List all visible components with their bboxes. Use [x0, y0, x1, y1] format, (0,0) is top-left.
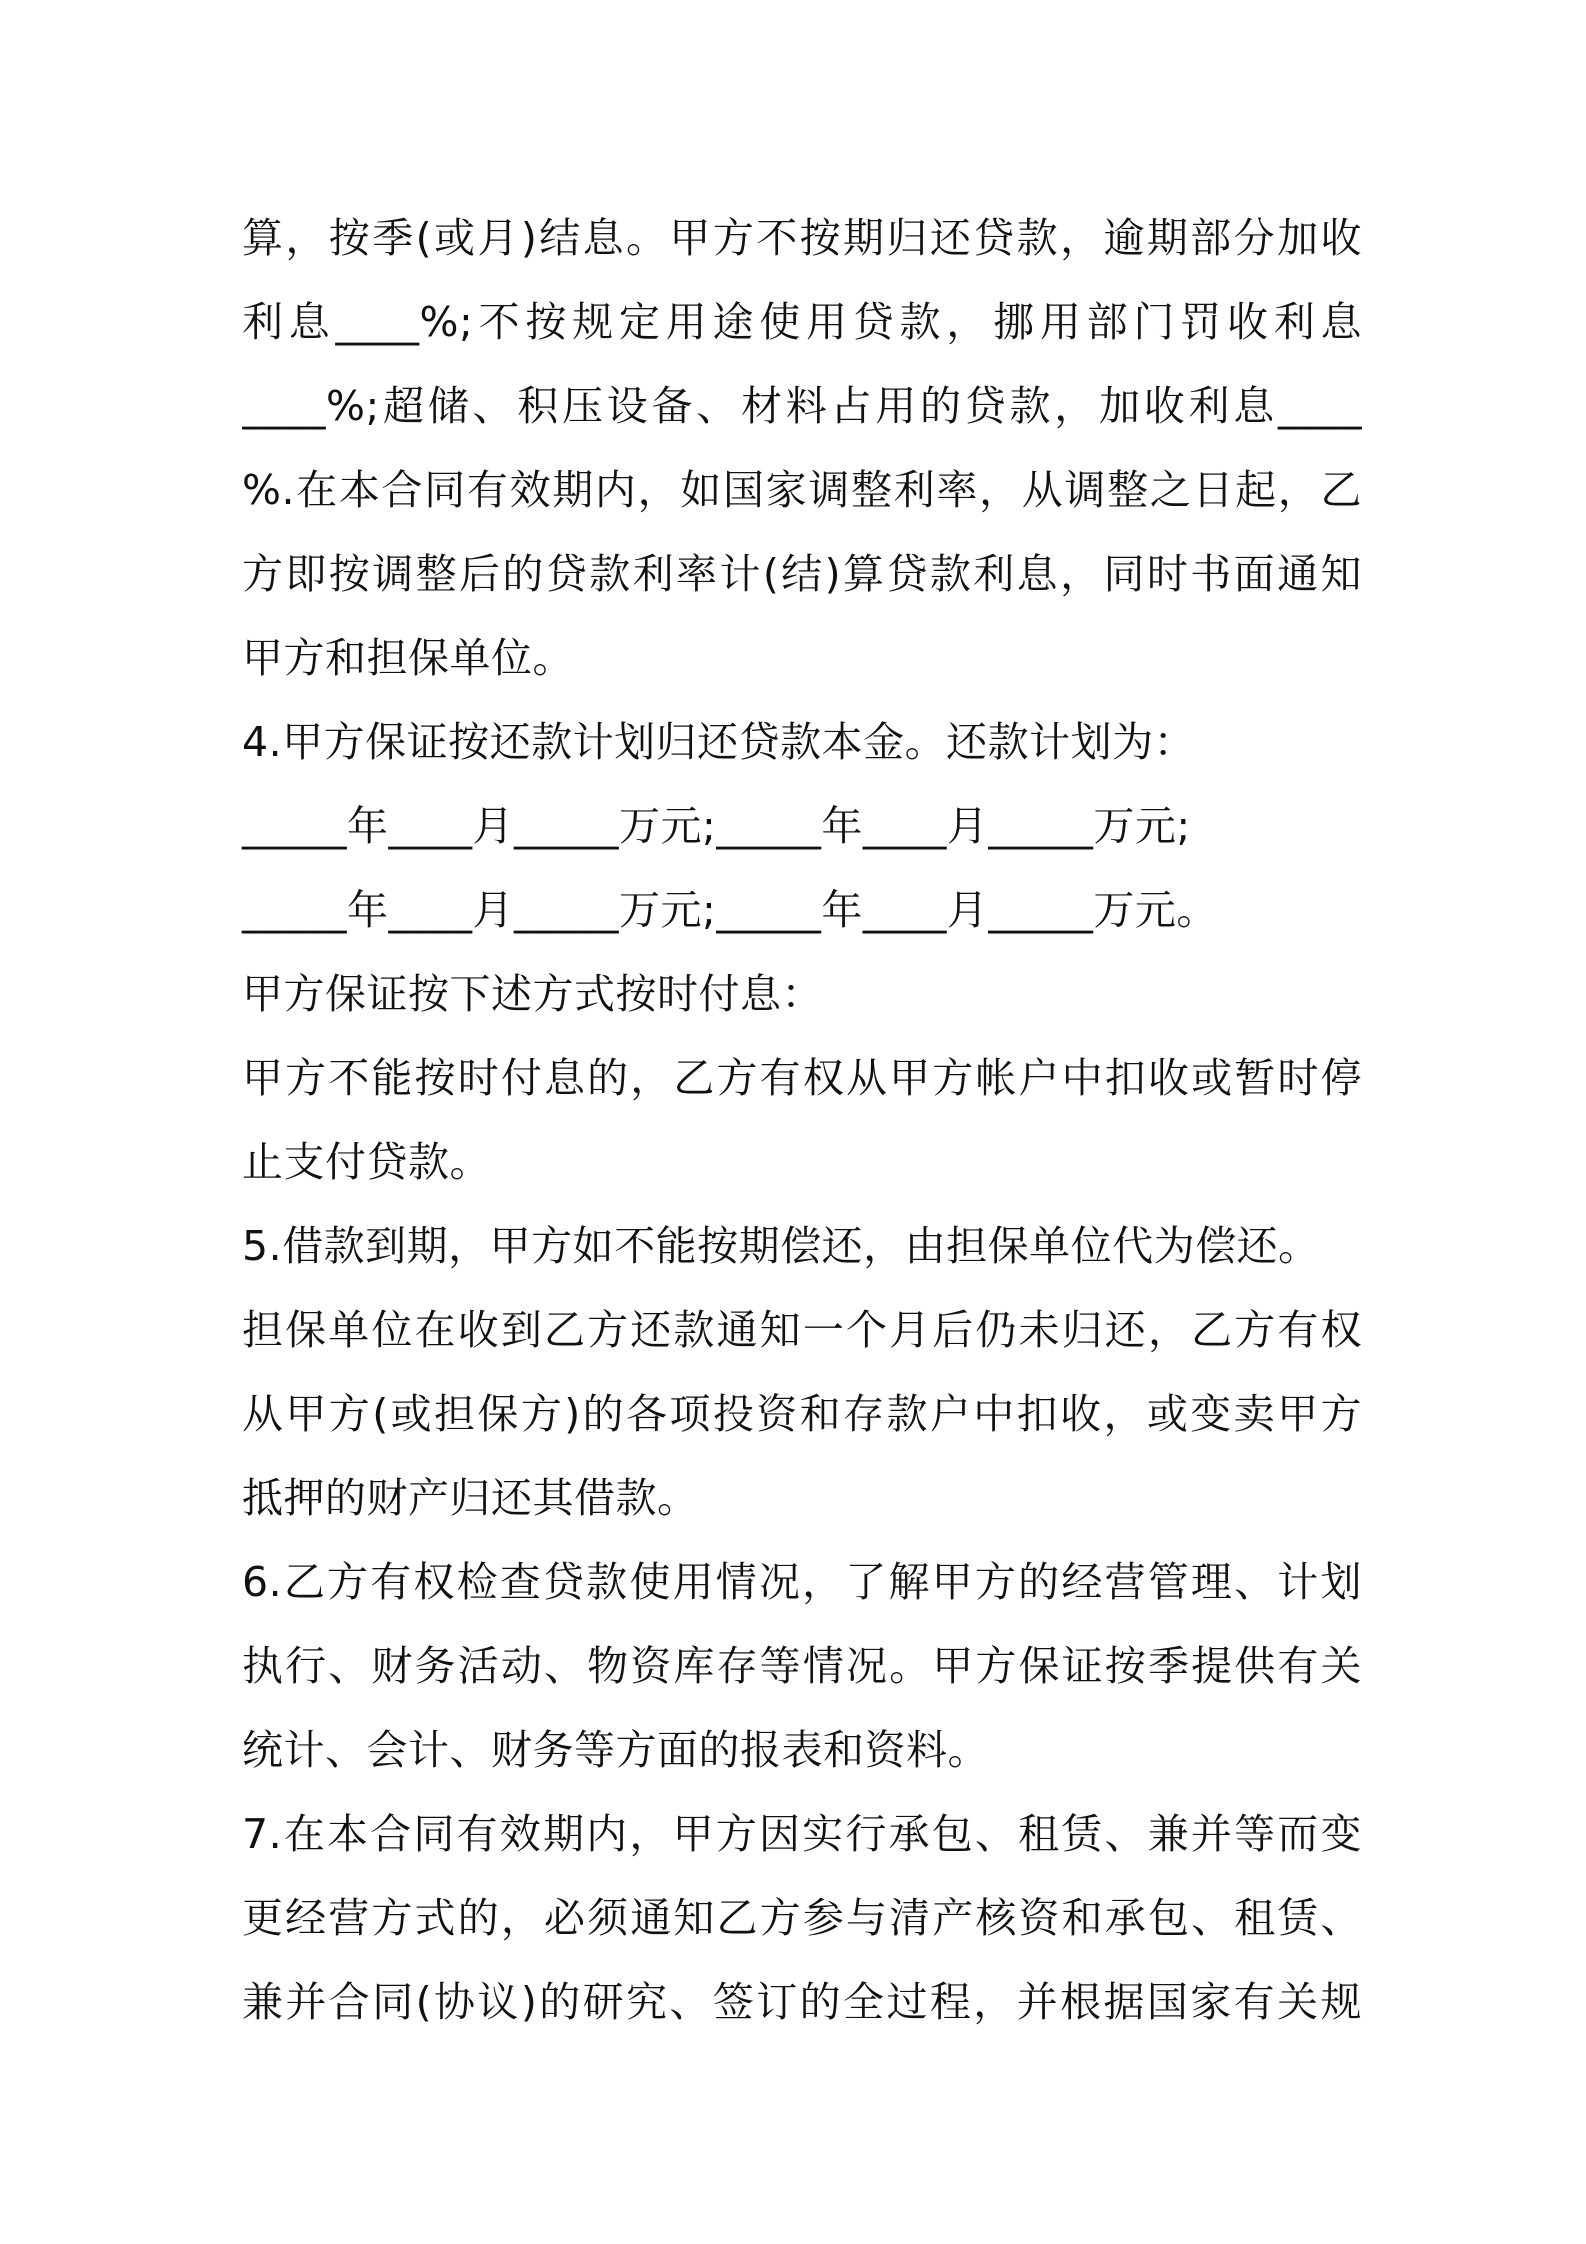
text-line: 算，按季(或月)结息。甲方不按期归还贷款，逾期部分加收 [242, 214, 1362, 262]
text-line: 从甲方(或担保方)的各项投资和存款户中扣收，或变卖甲方 [242, 1390, 1362, 1438]
text-line: 7.在本合同有效期内，甲方因实行承包、租赁、兼并等而变 [242, 1810, 1362, 1858]
text-line: _____年____月_____万元;_____年____月_____万元。 [242, 886, 1218, 934]
text-line: 执行、财务活动、物资库存等情况。甲方保证按季提供有关 [242, 1642, 1362, 1690]
text-line: 5.借款到期，甲方如不能按期偿还，由担保单位代为偿还。 [242, 1222, 1320, 1270]
text-line: 利息____%;不按规定用途使用贷款，挪用部门罚收利息 [242, 298, 1362, 346]
text-line: %.在本合同有效期内，如国家调整利率，从调整之日起，乙 [242, 466, 1362, 514]
text-line: 更经营方式的，必须通知乙方参与清产核资和承包、租赁、 [242, 1894, 1362, 1942]
document-page [242, 196, 1362, 2044]
text-line: 统计、会计、财务等方面的报表和资料。 [242, 1726, 989, 1774]
text-line: 止支付贷款。 [242, 1138, 491, 1186]
text-line: 甲方和担保单位。 [242, 634, 574, 682]
text-line: 方即按调整后的贷款利率计(结)算贷款利息，同时书面通知 [242, 550, 1362, 598]
text-line: 6.乙方有权检查贷款使用情况，了解甲方的经营管理、计划 [242, 1558, 1362, 1606]
text-line: _____年____月_____万元;_____年____月_____万元; [242, 802, 1191, 850]
text-line: 抵押的财产归还其借款。 [242, 1474, 699, 1522]
text-line: 兼并合同(协议)的研究、签订的全过程，并根据国家有关规 [242, 1978, 1362, 2026]
text-line: 4.甲方保证按还款计划归还贷款本金。还款计划为： [242, 718, 1196, 766]
text-line: ____%;超储、积压设备、材料占用的贷款，加收利息____ [242, 382, 1362, 430]
text-line: 甲方保证按下述方式按时付息： [242, 970, 823, 1018]
text-line: 担保单位在收到乙方还款通知一个月后仍未归还，乙方有权 [242, 1306, 1362, 1354]
text-line: 甲方不能按时付息的，乙方有权从甲方帐户中扣收或暂时停 [242, 1054, 1362, 1102]
